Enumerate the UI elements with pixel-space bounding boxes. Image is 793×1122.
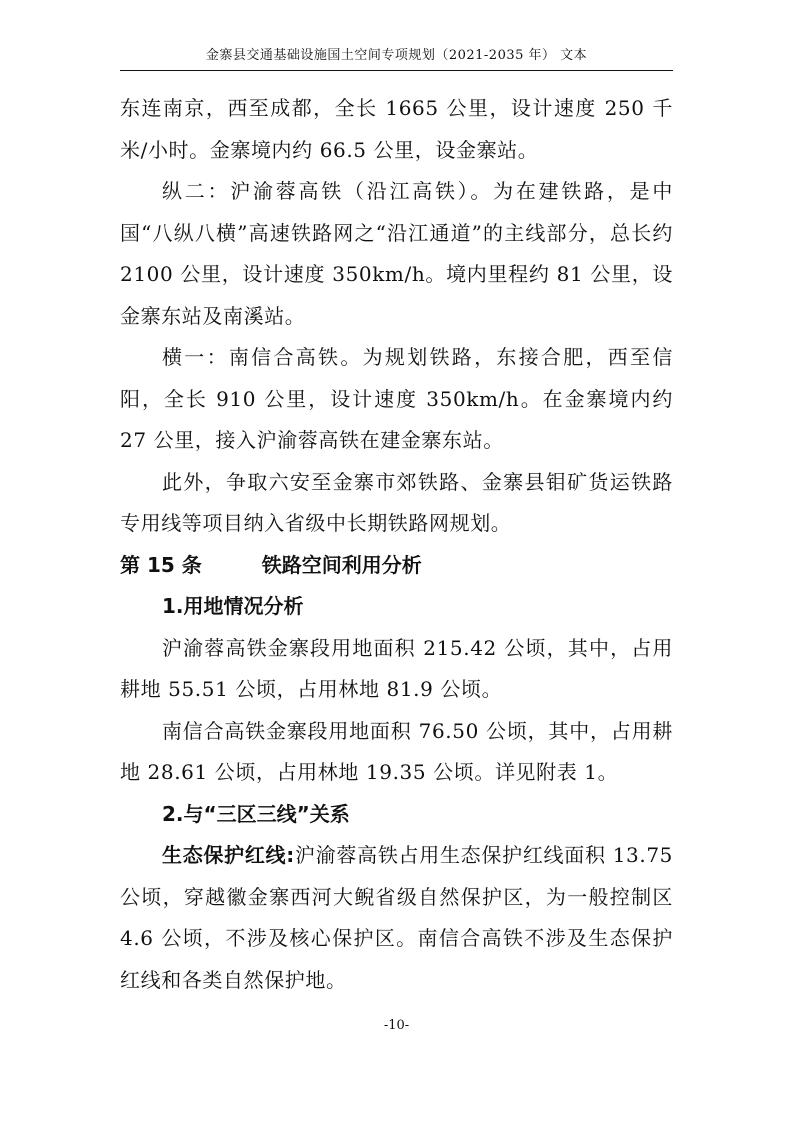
paragraph-land-use-1: 沪渝蓉高铁金寨段用地面积 215.42 公顷，其中，占用耕地 55.51 公顷，占用林地 81.9 公顷。	[120, 635, 673, 701]
ecological-redline-label: 生态保护红线:	[162, 843, 295, 867]
article-heading	[120, 545, 673, 587]
document-body	[120, 88, 673, 1001]
paragraph-railway-3: 横一：南信合高铁。为规划铁路，东接合肥，西至信阳，全长 910 公里，设计速度 350km/h。在金寨境内约 27 公里，接入沪渝蓉高铁在建金寨东站。	[120, 345, 673, 452]
paragraph-railway-4: 此外，争取六安至金寨市郊铁路、金寨县钼矿货运铁路专用线等项目纳入省级中长期铁路网规划。	[120, 469, 673, 535]
article-number: 第 15 条	[120, 552, 202, 577]
article-title: 铁路空间利用分析	[261, 552, 422, 577]
ecological-redline-text: 沪渝蓉高铁占用生态保护红线面积 13.75 公顷，穿越徽金寨西河大鲵省级自然保护区，为一般控制区 4.6 公顷，不涉及核心保护区。南信合高铁不涉及生态保护红线和各类自然保护地。	[120, 843, 673, 992]
page-number: -10-	[383, 1018, 410, 1033]
paragraph-ecological-redline	[120, 835, 673, 1001]
running-header: 金寨县交通基础设施国土空间专项规划（2021-2035 年） 文本	[205, 48, 588, 63]
section-heading-three-zones: 2.与“三区三线”关系	[162, 801, 350, 826]
header-divider	[120, 70, 673, 71]
paragraph-land-use-2: 南信合高铁金寨段用地面积 76.50 公顷，其中，占用耕地 28.61 公顷，占用林地 19.35 公顷。详见附表 1。	[120, 718, 673, 784]
section-heading-land-use: 1.用地情况分析	[162, 594, 304, 618]
paragraph-railway-2: 纵二：沪渝蓉高铁（沿江高铁）。为在建铁路，是中国“八纵八横”高速铁路网之“沿江通道”的主线部分，总长约 2100 公里，设计速度 350km/h。境内里程约 81 公里，设金寨东站及南溪站。	[120, 179, 673, 328]
paragraph-railway-1: 东连南京，西至成都，全长 1665 公里，设计速度 250 千米/小时。金寨境内约 66.5 公里，设金寨站。	[120, 96, 673, 162]
